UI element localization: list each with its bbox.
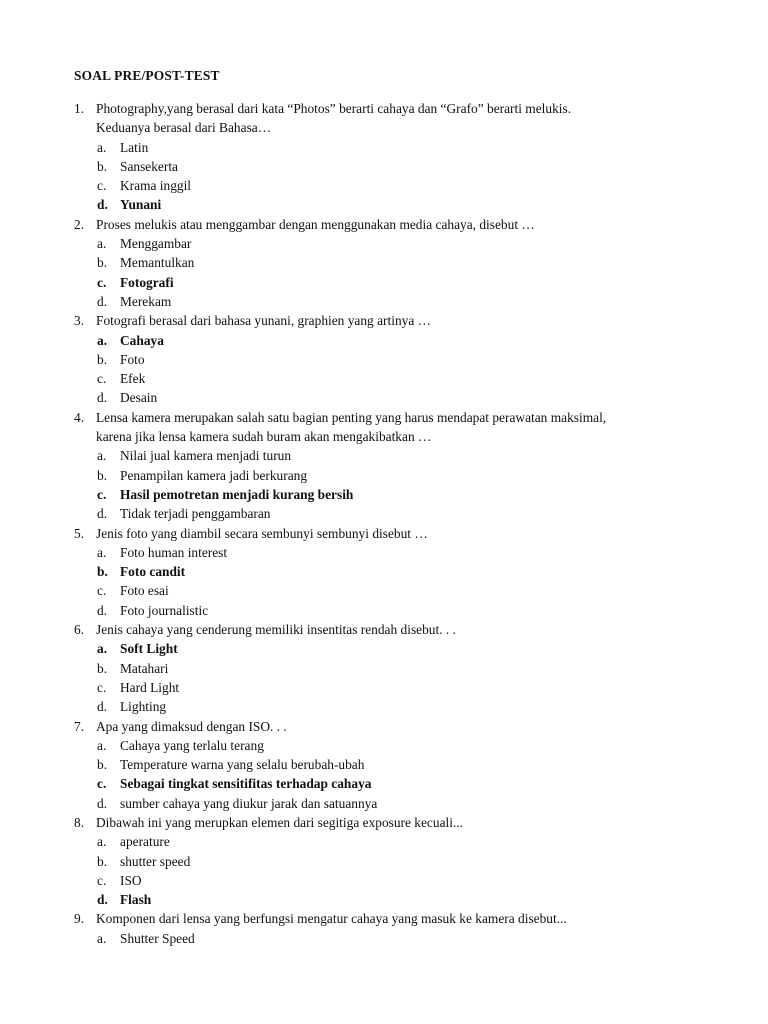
option-text: Matahari [120, 660, 169, 676]
question-number: 3. [74, 313, 85, 329]
option-letter: a. [97, 737, 107, 753]
answer-option [0, 736, 768, 755]
question-number: 2. [74, 216, 85, 232]
answer-option-correct [0, 639, 768, 658]
option-letter: c. [97, 274, 107, 290]
question-line [0, 620, 768, 639]
option-text: Memantulkan [120, 255, 195, 271]
option-text: Penampilan kamera jadi berkurang [120, 467, 308, 483]
option-text: Flash [120, 892, 152, 908]
question-number: 5. [74, 525, 85, 541]
option-letter: a. [97, 139, 107, 155]
option-text: Foto journalistic [120, 602, 209, 618]
option-letter: a. [97, 448, 107, 464]
question-line [0, 813, 768, 832]
option-letter: c. [97, 178, 107, 194]
question-text: Dibawah ini yang merupkan elemen dari segitiga exposure kecuali... [96, 814, 464, 830]
option-text: Efek [120, 371, 146, 387]
answer-option-correct [0, 195, 768, 214]
option-letter: a. [97, 544, 107, 560]
question-line [0, 408, 768, 427]
option-letter: c. [97, 679, 107, 695]
option-text: Fotografi [120, 274, 174, 290]
question-number: 7. [74, 718, 85, 734]
answer-option [0, 253, 768, 272]
answer-option [0, 138, 768, 157]
option-text: ISO [120, 872, 142, 888]
option-text: Foto human interest [120, 544, 228, 560]
answer-option [0, 157, 768, 176]
answer-option [0, 755, 768, 774]
answer-option [0, 369, 768, 388]
option-letter: d. [97, 795, 108, 811]
question-item [0, 99, 768, 215]
option-letter: d. [97, 699, 108, 715]
option-text: Hasil pemotretan menjadi kurang bersih [120, 486, 354, 502]
question-text: Komponen dari lensa yang berfungsi mengatur cahaya yang masuk ke kamera disebut... [96, 911, 567, 927]
question-item [0, 717, 768, 813]
question-item [0, 408, 768, 524]
question-text: Photography,yang berasal dari kata “Photos” berarti cahaya dan “Grafo” berarti melukis. [96, 101, 572, 116]
option-letter: a. [97, 332, 108, 348]
answer-option-correct [0, 331, 768, 350]
question-item [0, 620, 768, 716]
document-title: SOAL PRE/POST-TEST [74, 68, 220, 83]
option-text: Krama inggil [120, 178, 192, 194]
answer-option [0, 350, 768, 369]
question-line [0, 99, 768, 118]
answer-option [0, 794, 768, 813]
option-text: Sebagai tingkat sensitifitas terhadap cahaya [120, 776, 372, 792]
option-text: Desain [120, 390, 158, 406]
option-text: Soft Light [120, 641, 178, 657]
answer-option [0, 234, 768, 253]
answer-option [0, 659, 768, 678]
question-text: Keduanya berasal dari Bahasa… [96, 120, 272, 136]
answer-option [0, 697, 768, 716]
option-letter: a. [97, 834, 107, 850]
answer-option-correct [0, 485, 768, 504]
question-text: Proses melukis atau menggambar dengan menggunakan media cahaya, disebut … [96, 216, 535, 232]
answer-option [0, 678, 768, 697]
option-text: Menggambar [120, 236, 192, 252]
option-letter: d. [97, 602, 108, 618]
answer-option [0, 543, 768, 562]
option-text: aperature [120, 834, 170, 850]
answer-option [0, 504, 768, 523]
answer-option [0, 832, 768, 851]
option-letter: b. [97, 853, 108, 869]
option-text: Foto candit [120, 564, 186, 580]
option-letter: b. [97, 660, 108, 676]
answer-option [0, 581, 768, 600]
option-letter: a. [97, 930, 107, 946]
question-number: 1. [74, 101, 85, 116]
option-letter: d. [97, 892, 108, 908]
option-letter: d. [97, 293, 108, 309]
option-text: Temperature warna yang selalu berubah-ubah [120, 757, 365, 773]
answer-option [0, 871, 768, 890]
option-letter: c. [97, 583, 107, 599]
question-item [0, 311, 768, 407]
question-line [0, 215, 768, 234]
option-letter: b. [97, 564, 108, 580]
option-text: Lighting [120, 699, 167, 715]
option-letter: a. [97, 641, 108, 657]
answer-option [0, 176, 768, 195]
answer-option-correct [0, 890, 768, 909]
answer-option [0, 446, 768, 465]
question-line [0, 524, 768, 543]
question-item [0, 524, 768, 620]
question-line [0, 311, 768, 330]
question-line [0, 717, 768, 736]
question-text: Jenis cahaya yang cenderung memiliki insentitas rendah disebut. . . [96, 622, 456, 638]
answer-option [0, 388, 768, 407]
option-text: Cahaya yang terlalu terang [120, 737, 264, 753]
question-line [0, 427, 768, 446]
question-text: karena jika lensa kamera sudah buram akan mengakibatkan … [96, 429, 432, 445]
option-letter: d. [97, 390, 108, 406]
option-text: Foto esai [120, 583, 169, 599]
question-item [0, 813, 768, 909]
option-text: Merekam [120, 293, 172, 309]
option-letter: b. [97, 757, 108, 773]
answer-option-correct [0, 273, 768, 292]
answer-option-correct [0, 774, 768, 793]
question-text: Jenis foto yang diambil secara sembunyi sembunyi disebut … [96, 525, 428, 541]
option-text: sumber cahaya yang diukur jarak dan satuannya [120, 795, 378, 811]
question-line [0, 118, 768, 137]
answer-option [0, 852, 768, 871]
option-letter: b. [97, 351, 108, 367]
option-text: Yunani [120, 197, 162, 213]
option-text: Foto [120, 351, 145, 367]
option-text: shutter speed [120, 853, 191, 869]
answer-option [0, 929, 768, 948]
option-letter: d. [97, 197, 108, 213]
option-text: Nilai jual kamera menjadi turun [120, 448, 292, 464]
option-letter: b. [97, 255, 108, 271]
question-line [0, 909, 768, 928]
question-list [0, 99, 768, 948]
option-letter: a. [97, 236, 107, 252]
option-text: Latin [120, 139, 149, 155]
answer-option-correct [0, 562, 768, 581]
answer-option [0, 292, 768, 311]
question-text: Lensa kamera merupakan salah satu bagian penting yang harus mendapat perawatan maksimal, [96, 409, 607, 425]
option-text: Sansekerta [120, 158, 179, 174]
question-text: Fotografi berasal dari bahasa yunani, graphien yang artinya … [96, 313, 432, 329]
question-number: 8. [74, 814, 85, 830]
option-letter: b. [97, 158, 108, 174]
answer-option [0, 601, 768, 620]
question-number: 4. [74, 409, 85, 425]
option-letter: c. [97, 486, 107, 502]
option-text: Shutter Speed [120, 930, 195, 946]
option-text: Cahaya [120, 332, 164, 348]
question-text: Apa yang dimaksud dengan ISO. . . [96, 718, 287, 734]
option-text: Hard Light [120, 679, 180, 695]
question-number: 6. [74, 622, 85, 638]
option-letter: b. [97, 467, 108, 483]
option-letter: c. [97, 776, 107, 792]
question-item [0, 909, 768, 948]
option-letter: d. [97, 506, 108, 522]
option-letter: c. [97, 872, 107, 888]
question-item [0, 215, 768, 311]
option-text: Tidak terjadi penggambaran [120, 506, 271, 522]
answer-option [0, 466, 768, 485]
option-letter: c. [97, 371, 107, 387]
question-number: 9. [74, 911, 85, 927]
